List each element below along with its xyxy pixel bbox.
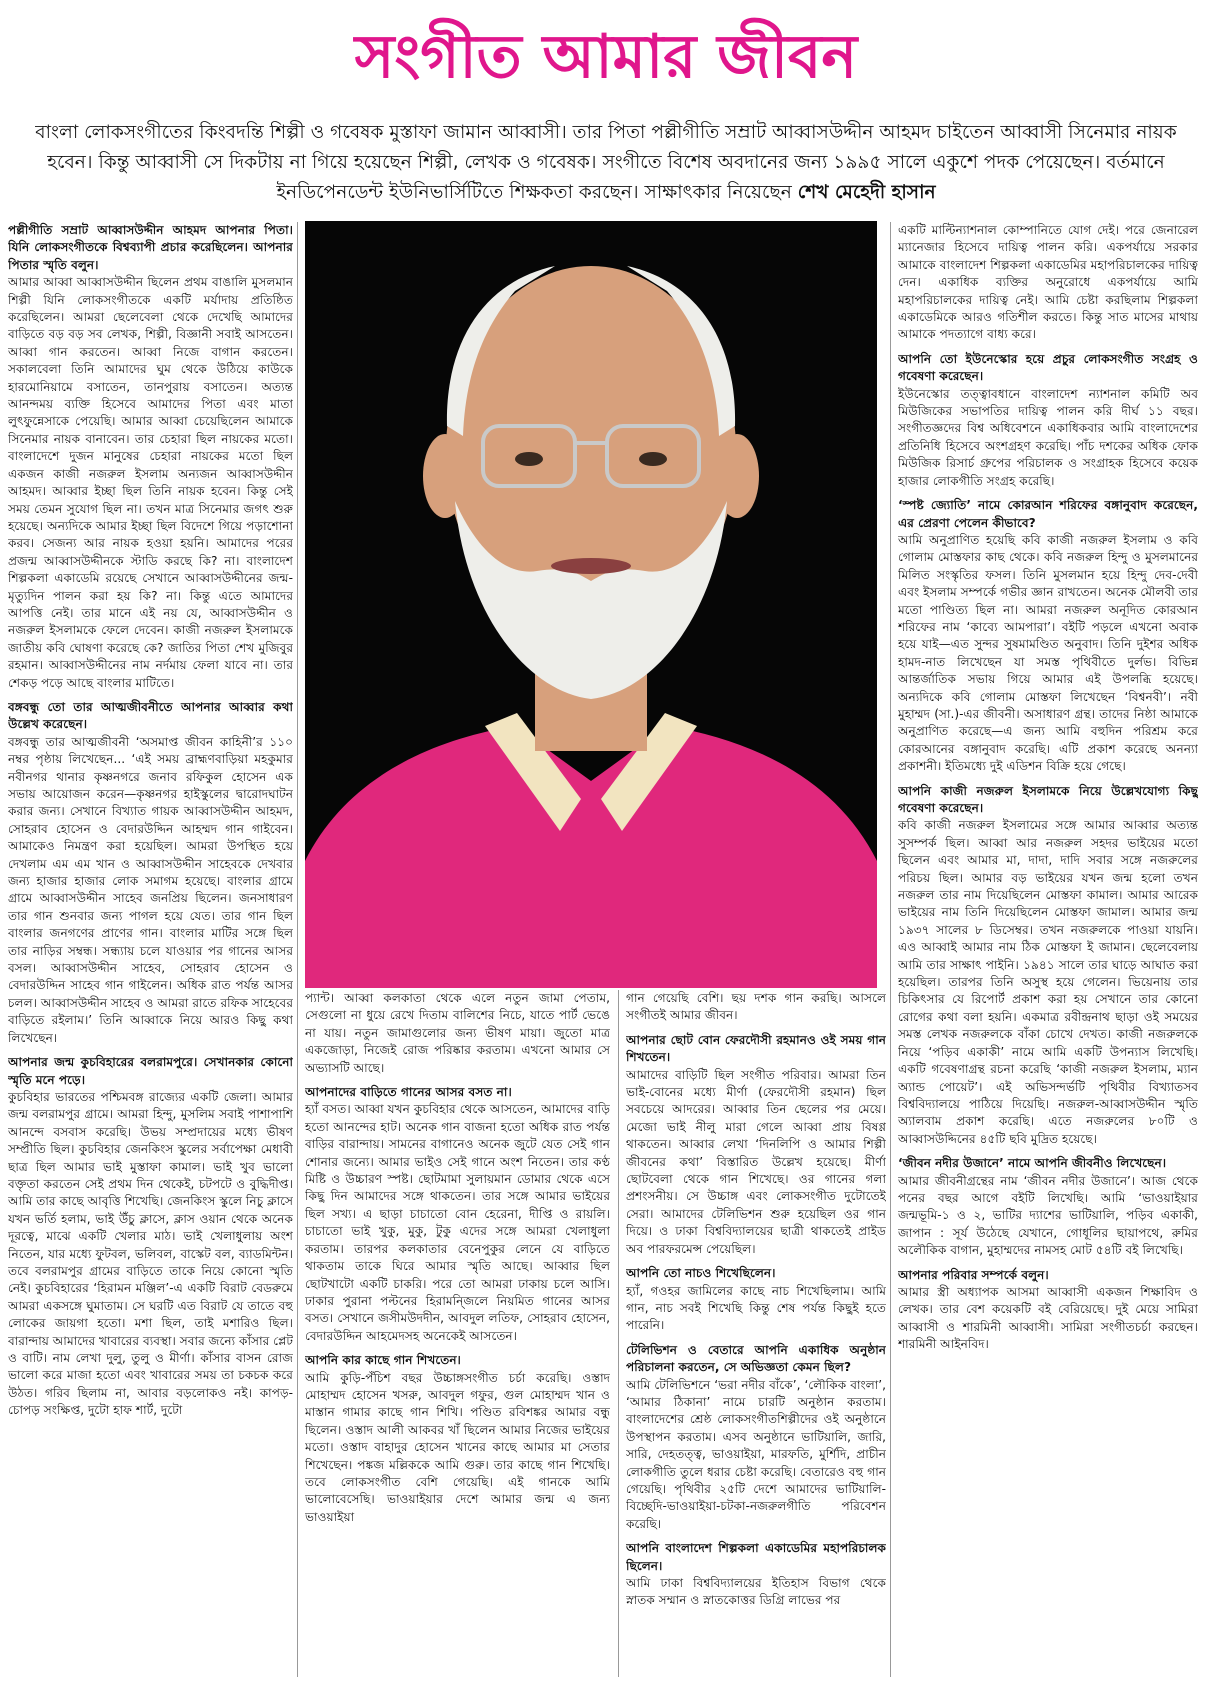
interview-answer: আমি কুড়ি-পঁচিশ বছর উচ্চাঙ্গসংগীত চর্চা করেছি। ওস্তাদ মোহাম্মদ হোসেন খসরু, আবদুল গফুর, গুল মোহাম্মদ খান ও মাস্তান গামার কাছে গান শিখি। পণ্ডিত রবিশঙ্কর আমার বন্ধু ছিলেন। ওস্তাদ আলী আকবর খাঁ ছিলেন আমার নিজের ভাইয়ের মতো। ওস্তাদ বাহাদুর হোসেন খানের কাছে আমার মা সেতার শিখেছেন। পঙ্কজ মল্লিককে আমি গুরু। তার কাছে গান শিখেছি। তবে লোকসংগীত বেশি গেয়েছি। এই গানকে আমি ভালোবেসেছি। ভাওয়াইয়ার দেশে আমার জন্ম এ জন্য ভাওয়াইয়া [305, 1370, 610, 1524]
interview-question: বঙ্গবন্ধু তো তার আত্মজীবনীতে আপনার আব্বার কথা উল্লেখ করেছেন। [8, 699, 293, 732]
column-divider [618, 990, 619, 1677]
article-column-4 [898, 222, 1198, 1679]
interview-answer: আমার আব্বা আব্বাসউদ্দীন ছিলেন প্রথম বাঙালি মুসলমান শিল্পী যিনি লোকসংগীতকে একটি মর্যাদায় প্রতিষ্ঠিত করেছিলেন। আমরা ছেলেবেলা থেকে দেখেছি আমাদের বাড়িতে বড় বড় সব লেখক, শিল্পী, বিজ্ঞানী সবাই আসতেন। আব্বা গান করতেন। আব্বা নিজে বাগান করতেন। সকালবেলা তিনি আমাদের ঘুম থেকে উঠিয়ে কাউকে হারমোনিয়ামে বসাতেন, তানপুরায় বসাতেন। অত্যন্ত আনন্দময় ব্যক্তি হিসেবে আমাদের পিতা এবং মাতা লুৎফুন্নেসাকে পেয়েছি। আমার আব্বা চেয়েছিলেন আমাকে সিনেমার নায়ক বানাবেন। তার চেহারা ছিল নায়কের মতো। বাংলাদেশে দুজন মানুষের চেহারা নায়কের মতো ছিল একজন কাজী নজরুল ইসলাম অন্যজন আব্বাসউদ্দীন আহমদ। আব্বার ইচ্ছা ছিল তিনি নায়ক হবেন। কিন্তু সেই সময় তেমন সুযোগ ছিল না। তখন মাত্র সিনেমার জগৎ শুরু হয়েছে। অন্যদিকে আমার ইচ্ছা ছিল বিদেশে গিয়ে পড়াশোনা করব। সেজন্য আর নায়ক হওয়া হয়নি। আমাদের পরের প্রজন্ম আব্বাসউদ্দীনকে স্টাডি করছে কি? না। বাংলাদেশ শিল্পকলা একাডেমি রয়েছে সেখানে আব্বাসউদ্দীনের জন্ম-মৃত্যুদিন পালন করা হয় কি? না। কিন্তু এতে আমাদের আপত্তি নেই। তার মানে এই নয় যে, আব্বাসউদ্দীন ও নজরুল ইসলামকে ফেলে দেবেন। কাজী নজরুল ইসলামকে জাতীয় কবি ঘোষণা করেছে কে? জাতির পিতা শেখ মুজিবুর রহমান। আব্বাসউদ্দীনের নাম নর্দমায় ফেলা যাবে না। তার শেকড় পড়ে আছে বাংলার মাটিতে। [8, 275, 293, 690]
interview-question: আপনি বাংলাদেশ শিল্পকলা একাডেমির মহাপরিচালক ছিলেন। [626, 1541, 886, 1573]
interview-answer: কুচবিহার ভারতের পশ্চিমবঙ্গ রাজ্যের একটি জেলা। আমার জন্ম বলরামপুর গ্রামে। আমরা হিন্দু, মুসলিম সবাই পাশাপাশি আনন্দে বসবাস করেছি। উভয় সম্প্রদায়ের মধ্যে ভীষণ সম্প্রীতি ছিল। কুচবিহার জেনকিংস স্কুলের সর্বাপেক্ষা মেধাবী ছাত্র ছিল আমার ভাই মুস্তাফা কামাল। ভাই খুব ভালো বক্তৃতা করতেন সেই প্রথম দিন থেকেই, চটপটে ও বুদ্ধিদীপ্ত। আমি তার কাছে আবৃত্তি শিখেছি। জেনকিংস স্কুলে নিচু ক্লাসে যখন ভর্তি হলাম, ভাই উঁচু ক্লাসে, ক্লাস ওয়ান থেকে অনেক দূরত্বে, মাঝে একটি খেলার মাঠ। ভাই খেলাধুলায় অংশ নিতেন, যার মধ্যে ফুটবল, ভলিবল, বাস্কেট বল, ব্যাডমিন্টন। তবে বলরামপুর গ্রামের বাড়িতে তাকে নিয়ে কোনো স্মৃতি নেই। কুচবিহারের ‘হিরামন মঞ্জিল’-এ একটি বিরাট বেডরুমে আমরা একসঙ্গে ঘুমাতাম। সে ঘরটি এত বিরাট যে তাতে বহু লোকের জায়গা হতো। মশা ছিল, তাই মশারিও ছিল। বারান্দায় আমাদের খাবারের ব্যবস্থা। সবার জন্যে কাঁসার প্লেট ও বাটি। নাম লেখা দুলু, তুলু ও মীর্ণা। কাঁসার বাসন রোজ ভালো করে মাজা হতো এবং খাবারের সময় তা চকচক করে উঠত। গরিব ছিলাম না, আবার বড়লোকও নই। কাপড়-চোপড় সংক্ষিপ্ত, দুটো হাফ শার্ট, দুটো [8, 1089, 293, 1418]
headline-title: সংগীত আমার জীবন [354, 22, 858, 92]
interview-question: আপনি কার কাছে গান শিখতেন। [305, 1353, 461, 1368]
interview-answer: বঙ্গবন্ধু তার আত্মজীবনী ‘অসমাপ্ত জীবন কাহিনী’র ১১০ নম্বর পৃষ্ঠায় লিখেছেন... ‘এই সময় ব্রাহ্মণবাড়িয়া মহকুমার নবীনগর থানার কৃষ্ণনগরে জনাব রফিকুল হোসেন এক সভায় আয়োজন করেন—কৃষ্ণনগর হাইস্কুলের দ্বারোদঘাটন করার জন্য। সেখানে বিখ্যাত গায়ক আব্বাসউদ্দীন আহমদ, সোহরাব হোসেন ও বেদারউদ্দিন আহম্মদ গান গাইবেন। আমাকেও নিমন্ত্রণ করা হয়েছিল। আমরা উপস্থিত হয়ে দেখলাম এম এম খান ও আব্বাসউদ্দীন সাহেবকে দেখবার জন্য হাজার হাজার লোক সমাগম হয়েছে। বাংলার গ্রামে গ্রামে আব্বাসউদ্দীন সাহেব জনপ্রিয় ছিলেন। জনসাধারণ তার গান শুনবার জন্য পাগল হয়ে যেত। তার গান ছিল বাংলার জনগণের প্রাণের গান। বাংলার মাটির সঙ্গে ছিল তার নাড়ির সম্বন্ধ। সন্ধ্যায় চলে যাওয়ার পর গানের আসর বসল। আব্বাসউদ্দীন সাহেব, সোহরাব হোসেন ও বেদারউদ্দিন সাহেব গান গাইলেন। অধিক রাত পর্যন্ত আসর চলল। আব্বাসউদ্দীন সাহেব ও আমরা রাতে রফিক সাহেবের বাড়িতে রইলাম।’ তিনি আব্বাকে নিয়ে আরও কিছু কথা লিখেছেন। [8, 734, 293, 1045]
article-column-2 [305, 990, 610, 1679]
column-divider [890, 222, 891, 1677]
portrait-photo [305, 221, 877, 988]
interview-question: আপনার পরিবার সম্পর্কে বলুন। [898, 1267, 1049, 1282]
article-column-1 [8, 222, 293, 1679]
portrait-illustration [305, 221, 877, 988]
interview-answer: হ্যাঁ বসত। আব্বা যখন কুচবিহার থেকে আসতেন, আমাদের বাড়ি হতো আনন্দের হাট। অনেক গান বাজনা হতো অধিক রাত পর্যন্ত বাড়ির বারান্দায়। সামনের বাগানেও অনেক জুটে যেত সেই গান শোনার জন্যে। আমার ভাইও সেই গানে অংশ নিতেন। তার কণ্ঠ মিষ্টি ও উচ্চারণ স্পষ্ট। ছোটমামা সুলায়মান ডোমার থেকে এসে কিছু দিন আমাদের সঙ্গে থাকতেন। তার সঙ্গে আমার ভাইয়ের ছিল সখ্য। এ ছাড়া চাচাতো বোন হেরেনা, দীপ্তি ও রায়লি। চাচাতো ভাই খুকু, মুকু, টুকু এদের সঙ্গে আমরা খেলাধুলা করতাম। তারপর কলকাতার বেনেপুকুর লেনে যে বাড়িতে থাকতাম তাকে ঘিরে আমার স্মৃতি আছে। আব্বার ছিল ছোটখাটো একটি চাকরি। পরে তো আমরা ঢাকায় চলে আসি। ঢাকার পুরানা পল্টনের হিরামন্জিলে নিয়মিত গানের আসর বসত। সেখানে জসীমউদদীন, আবদুল লতিফ, সোহরাব হোসেন, বেদারউদ্দিন আহমেদসহ অনেকেই আসতেন। [305, 1102, 610, 1343]
interview-answer: আমাদের বাড়িটি ছিল সংগীত পরিবার। আমরা তিন ভাই-বোনের মধ্যে মীর্ণা (ফেরদৌসী রহমান) ছিল সবচেয়ে আদরের। আব্বার তিন ছেলের পর মেয়ে। মেজো ভাই নীলু মারা গেলে আব্বা প্রায় বিষণ্ণ থাকতেন। আব্বার লেখা ‘দিনলিপি ও আমার শিল্পী জীবনের কথা’ বিস্তারিত উল্লেখ হয়েছে। মীর্ণা ছোটবেলা থেকে গান শিখেছে। ওর গানের গলা প্রশংসনীয়। সে উচ্চাঙ্গ এবং লোকসংগীত দুটোতেই সেরা। আমাদের টেলিভিশন শুরু হয়েছিল ওর গান দিয়ে। ও ঢাকা বিশ্ববিদ্যালয়ের ছাত্রী থাকতেই প্রাইড অব পারফরমেন্স পেয়েছিল। [626, 1067, 886, 1256]
interview-answer: হ্যাঁ, গওহর জামিলের কাছে নাচ শিখেছিলাম। আমি গান, নাচ সবই শিখেছি কিন্তু শেষ পর্যন্ত কিছুই হতে পারেনি। [626, 1283, 886, 1333]
interview-answer: আমার জীবনীগ্রন্থের নাম ‘জীবন নদীর উজানে’। আজ থেকে পনের বছর আগে বইটি লিখেছি। আমি ‘ভাওয়াইয়ার জন্মভূমি-১ ও ২, ভাটির দ্যাশের ভাটিয়ালি, পড়িব একাকী, জাপান : সূর্য উঠেছে যেখানে, গোধূলির ছায়াপথে, রুমির অলৌকিক বাগান, মুহাম্মদের নামসহ মোট ৫৪টি বই লিখেছি। [898, 1173, 1198, 1258]
interview-answer: আমি অনুপ্রাণিত হয়েছি কবি কাজী নজরুল ইসলাম ও কবি গোলাম মোস্তফার কাছ থেকে। কবি নজরুল হিন্দু ও মুসলমানের মিলিত সংস্কৃতির ফসল। তিনি মুসলমান হয়ে হিন্দু দেব-দেবী এবং ইসলাম সম্পর্কে গভীর জ্ঞান রাখতেন। অনেক মৌলবী তার মতো পাণ্ডিত্য ছিল না। আমরা নজরুল অনূদিত কোরআন শরিফের নাম ‘কাব্যে আমপারা’। বইটি পড়লে এখনো অবাক হয়ে যাই—এত সুন্দর সুষমামণ্ডিত অনুবাদ। তিনি দুইশর অধিক হামদ-নাত লিখেছেন যা সমস্ত পৃথিবীতে দুর্লভ। বিভিন্ন আন্তর্জাতিক সভায় গিয়ে আমার এই উপলব্ধি হয়েছে। অন্যদিকে কবি গোলাম মোস্তফা লিখেছেন ‘বিশ্বনবী’। নবী মুহাম্মদ (সা.)-এর জীবনী। অসাধারণ গ্রন্থ। তাদের নিষ্ঠা আমাকে অনুপ্রাণিত করেছে—এ জন্য আমি বহুদিন পরিশ্রম করে কোরআনের বঙ্গানুবাদ করেছি। এটি প্রকাশ করেছে অনন্যা প্রকাশনী। ইতিমধ্যে দুই এডিশন বিক্রি হয়ে গেছে। [898, 532, 1198, 774]
interview-answer: আমার স্ত্রী অধ্যাপক আসমা আব্বাসী একজন শিক্ষাবিদ ও লেখক। তার বেশ কয়েকটি বই বেরিয়েছে। দুই মেয়ে সামিরা আব্বাসী ও শারমিনী আব্বাসী। সামিরা সংগীতচর্চা করছেন। শারমিনী আইনবিদ। [898, 1284, 1198, 1352]
interviewer-name: শেখ মেহেদী হাসান [797, 182, 936, 203]
interview-question: আপনাদের বাড়িতে গানের আসর বসত না। [305, 1085, 512, 1100]
column-divider [297, 222, 298, 1677]
interview-answer: কবি কাজী নজরুল ইসলামের সঙ্গে আমার আব্বার অত্যন্ত সুসম্পর্ক ছিল। আব্বা আর নজরুল সহদর ভাইয়ের মতো ছিলেন এবং আমার মা, দাদা, দাদি সবার সঙ্গে নজরুলের পরিচয় ছিল। আমার বড় ভাইয়ের যখন জন্ম হলো তখন নজরুল তার নাম দিয়েছিলেন মোস্তফা কামাল। আমার আরেক ভাইয়ের নাম তিনি দিয়েছিলেন মোস্তফা জামাল। আমার জন্ম ১৯৩৭ সালের ৮ ডিসেম্বর। তখন নজরুলকে পাওয়া যায়নি। এও আব্বাই আমার নাম ঠিক মোস্তফা ই জামান। ছেলেবেলায় আমি তার সাক্ষাৎ পাইনি। ১৯৪১ সালে তার ঘাড়ে আঘাত করা হয়েছিল। তারপর তিনি অসুস্থ হয়ে গেলেন। ভিয়েনায় তার চিকিৎসার যে রিপোর্ট প্রকাশ করা হয় সেখানে তার কোনো রোগের কথা বলা হয়নি। একমাত্র রবীন্দ্রনাথ ছাড়া ওই সময়ের সমস্ত লেখক নজরুলকে বাঁকা চোখে দেখত। কাজী নজরুলকে নিয়ে ‘পড়িব একাকী’ নামে আমি একটি উপন্যাস লিখেছি। একটি গবেষণাগ্রন্থ রচনা করেছি ‘কাজী নজরুল ইসলাম, ম্যান অ্যান্ড পোয়েট’। এই অভিসন্দর্ভটি পৃথিবীর বিখ্যাতসব বিশ্ববিদ্যালয়ে পাঠিয়ে দিয়েছি। নজরুল-আব্বাসউদ্দীন স্মৃতি অ্যালবাম প্রকাশ করেছি। এতে নজরুলের ৮০টি ও আব্বাসউদ্দিনের ৪৫টি ছবি মুদ্রিত হয়েছে। [898, 818, 1198, 1146]
interview-question: টেলিভিশন ও বেতারে আপনি একাধিক অনুষ্ঠান পরিচালনা করতেন, সে অভিজ্ঞতা কেমন ছিল? [626, 1342, 886, 1375]
interview-answer: প্যান্ট। আব্বা কলকাতা থেকে এলে নতুন জামা পেতাম, সেগুলো না ধুয়ে রেখে দিতাম বালিশের নিচে, যাতে পার্ট ভেঙে না যায়। নতুন জামাগুলোর জন্য ভীষণ মায়া। জুতো মাত্র একজোড়া, নিজেই রোজ পরিষ্কার করতাম। এখনো আমার সে অভ্যাসটি আছে। [305, 991, 610, 1075]
interview-question: ‘জীবন নদীর উজানে’ নামে আপনি জীবনীও লিখেছেন। [898, 1156, 1167, 1171]
interview-question: ‘স্পষ্ট জ্যোতি’ নামে কোরআন শরিফের বঙ্গানুবাদ করেছেন, এর প্রেরণা পেলেন কীভাবে? [898, 498, 1198, 530]
interview-answer: আমি ঢাকা বিশ্ববিদ্যালয়ের ইতিহাস বিভাগ থেকে স্নাতক সম্মান ও স্নাতকোত্তর ডিগ্রি লাভের পর [626, 1576, 886, 1608]
interview-question: আপনি কাজী নজরুল ইসলামকে নিয়ে উল্লেখযোগ্য কিছু গবেষণা করেছেন। [898, 783, 1198, 815]
interview-question: আপনি তো ইউনেস্কোর হয়ে প্রচুর লোকসংগীত সংগ্রহ ও গবেষণা করেছেন। [898, 351, 1198, 384]
interview-answer: আমি টেলিভিশনে ‘ভরা নদীর বাঁকে’, ‘লৌকিক বাংলা’, ‘আমার ঠিকানা’ নামে চারটি অনুষ্ঠান করতাম। বাংলাদেশের শ্রেষ্ঠ লোকসংগীতশিল্পীদের ওই অনুষ্ঠানে উপস্থাপন করতাম। এসব অনুষ্ঠানে ভাটিয়ালি, জারি, সারি, দেহতত্ত্ব, ভাওয়াইয়া, মারফতি, মুর্শিদি, প্রাচীন লোকগীতি তুলে ধরার চেষ্টা করেছি। বেতারেও বহু গান গেয়েছি। পৃথিবীর ২৫টি দেশে আমাদের ভাটিয়ালি-বিচ্ছেদি-ভাওয়াইয়া-চটকা-নজরুলগীতি পরিবেশন করেছি। [626, 1377, 886, 1531]
article-column-3 [626, 990, 886, 1679]
lede-text: বাংলা লোকসংগীতের কিংবদন্তি শিল্পী ও গবেষক মুস্তাফা জামান আব্বাসী। তার পিতা পল্লীগীতি সম্রাট আব্বাসউদ্দীন আহমদ চাইতেন আব্বাসী সিনেমার নায়ক হবেন। কিন্তু আব্বাসী সে দিকটায় না গিয়ে হয়েছেন শিল্পী, লেখক ও গবেষক। সংগীতে বিশেষ অবদানের জন্য ১৯৯৫ সালে একুশে পদক পেয়েছেন। বর্তমানে ইনডিপেনডেন্ট ইউনিভার্সিটিতে শিক্ষকতা করছেন। সাক্ষাৎকার নিয়েছেন [35, 122, 1177, 203]
interview-answer: একটি মাল্টিন্যাশনাল কোম্পানিতে যোগ দেই। পরে জেনারেল ম্যানেজার হিসেবে দায়িত্ব পালন করি। একপর্যায়ে সরকার আমাকে বাংলাদেশ শিল্পকলা একাডেমির মহাপরিচালকের দায়িত্ব দেন। একাধিক ব্যক্তির অনুরোধে একপর্যায়ে আমি মহাপরিচালকের দায়িত্ব নেই। আমি চেষ্টা করছিলাম শিল্পকলা একাডেমিকে আরও গতিশীল করতে। কিন্তু সাত মাসের মাথায় আমাকে পদত্যাগে বাধ্য করে। [898, 223, 1198, 342]
lede-paragraph [14, 118, 1198, 216]
interview-answer: গান গেয়েছি বেশি। ছয় দশক গান করছি। আসলে সংগীতই আমার জীবন। [626, 991, 886, 1023]
interview-question: পল্লীগীতি সম্রাট আব্বাসউদ্দীন আহমদ আপনার পিতা। যিনি লোকসংগীতকে বিশ্বব্যাপী প্রচার করেছিলেন। আপনার পিতার স্মৃতি বলুন। [8, 223, 293, 272]
interview-answer: ইউনেস্কোর তত্ত্বাবধানে বাংলাদেশ ন্যাশনাল কমিটি অব মিউজিকের সভাপতির দায়িত্ব পালন করি দীর্ঘ ১১ বছর। সংগীতজ্ঞদের বিশ্ব অধিবেশনে একাধিকবার আমি বাংলাদেশের প্রতিনিধি হিসেবে অংশগ্রহণ করেছি। পাঁচ দশকের অধিক ফোক মিউজিক রিসার্চ গ্রুপের পরিচালক ও সংগ্রাহক হিসেবে কয়েক হাজার লোকগীতি সংগ্রহ করেছি। [898, 386, 1198, 488]
interview-question: আপনি তো নাচও শিখেছিলেন। [626, 1266, 776, 1281]
interview-question: আপনার ছোট বোন ফেরদৌসী রহমানও ওই সময় গান শিখতেন। [626, 1032, 886, 1065]
interview-question: আপনার জন্ম কুচবিহারের বলরামপুরে। সেখানকার কোনো স্মৃতি মনে পড়ে। [8, 1055, 293, 1087]
